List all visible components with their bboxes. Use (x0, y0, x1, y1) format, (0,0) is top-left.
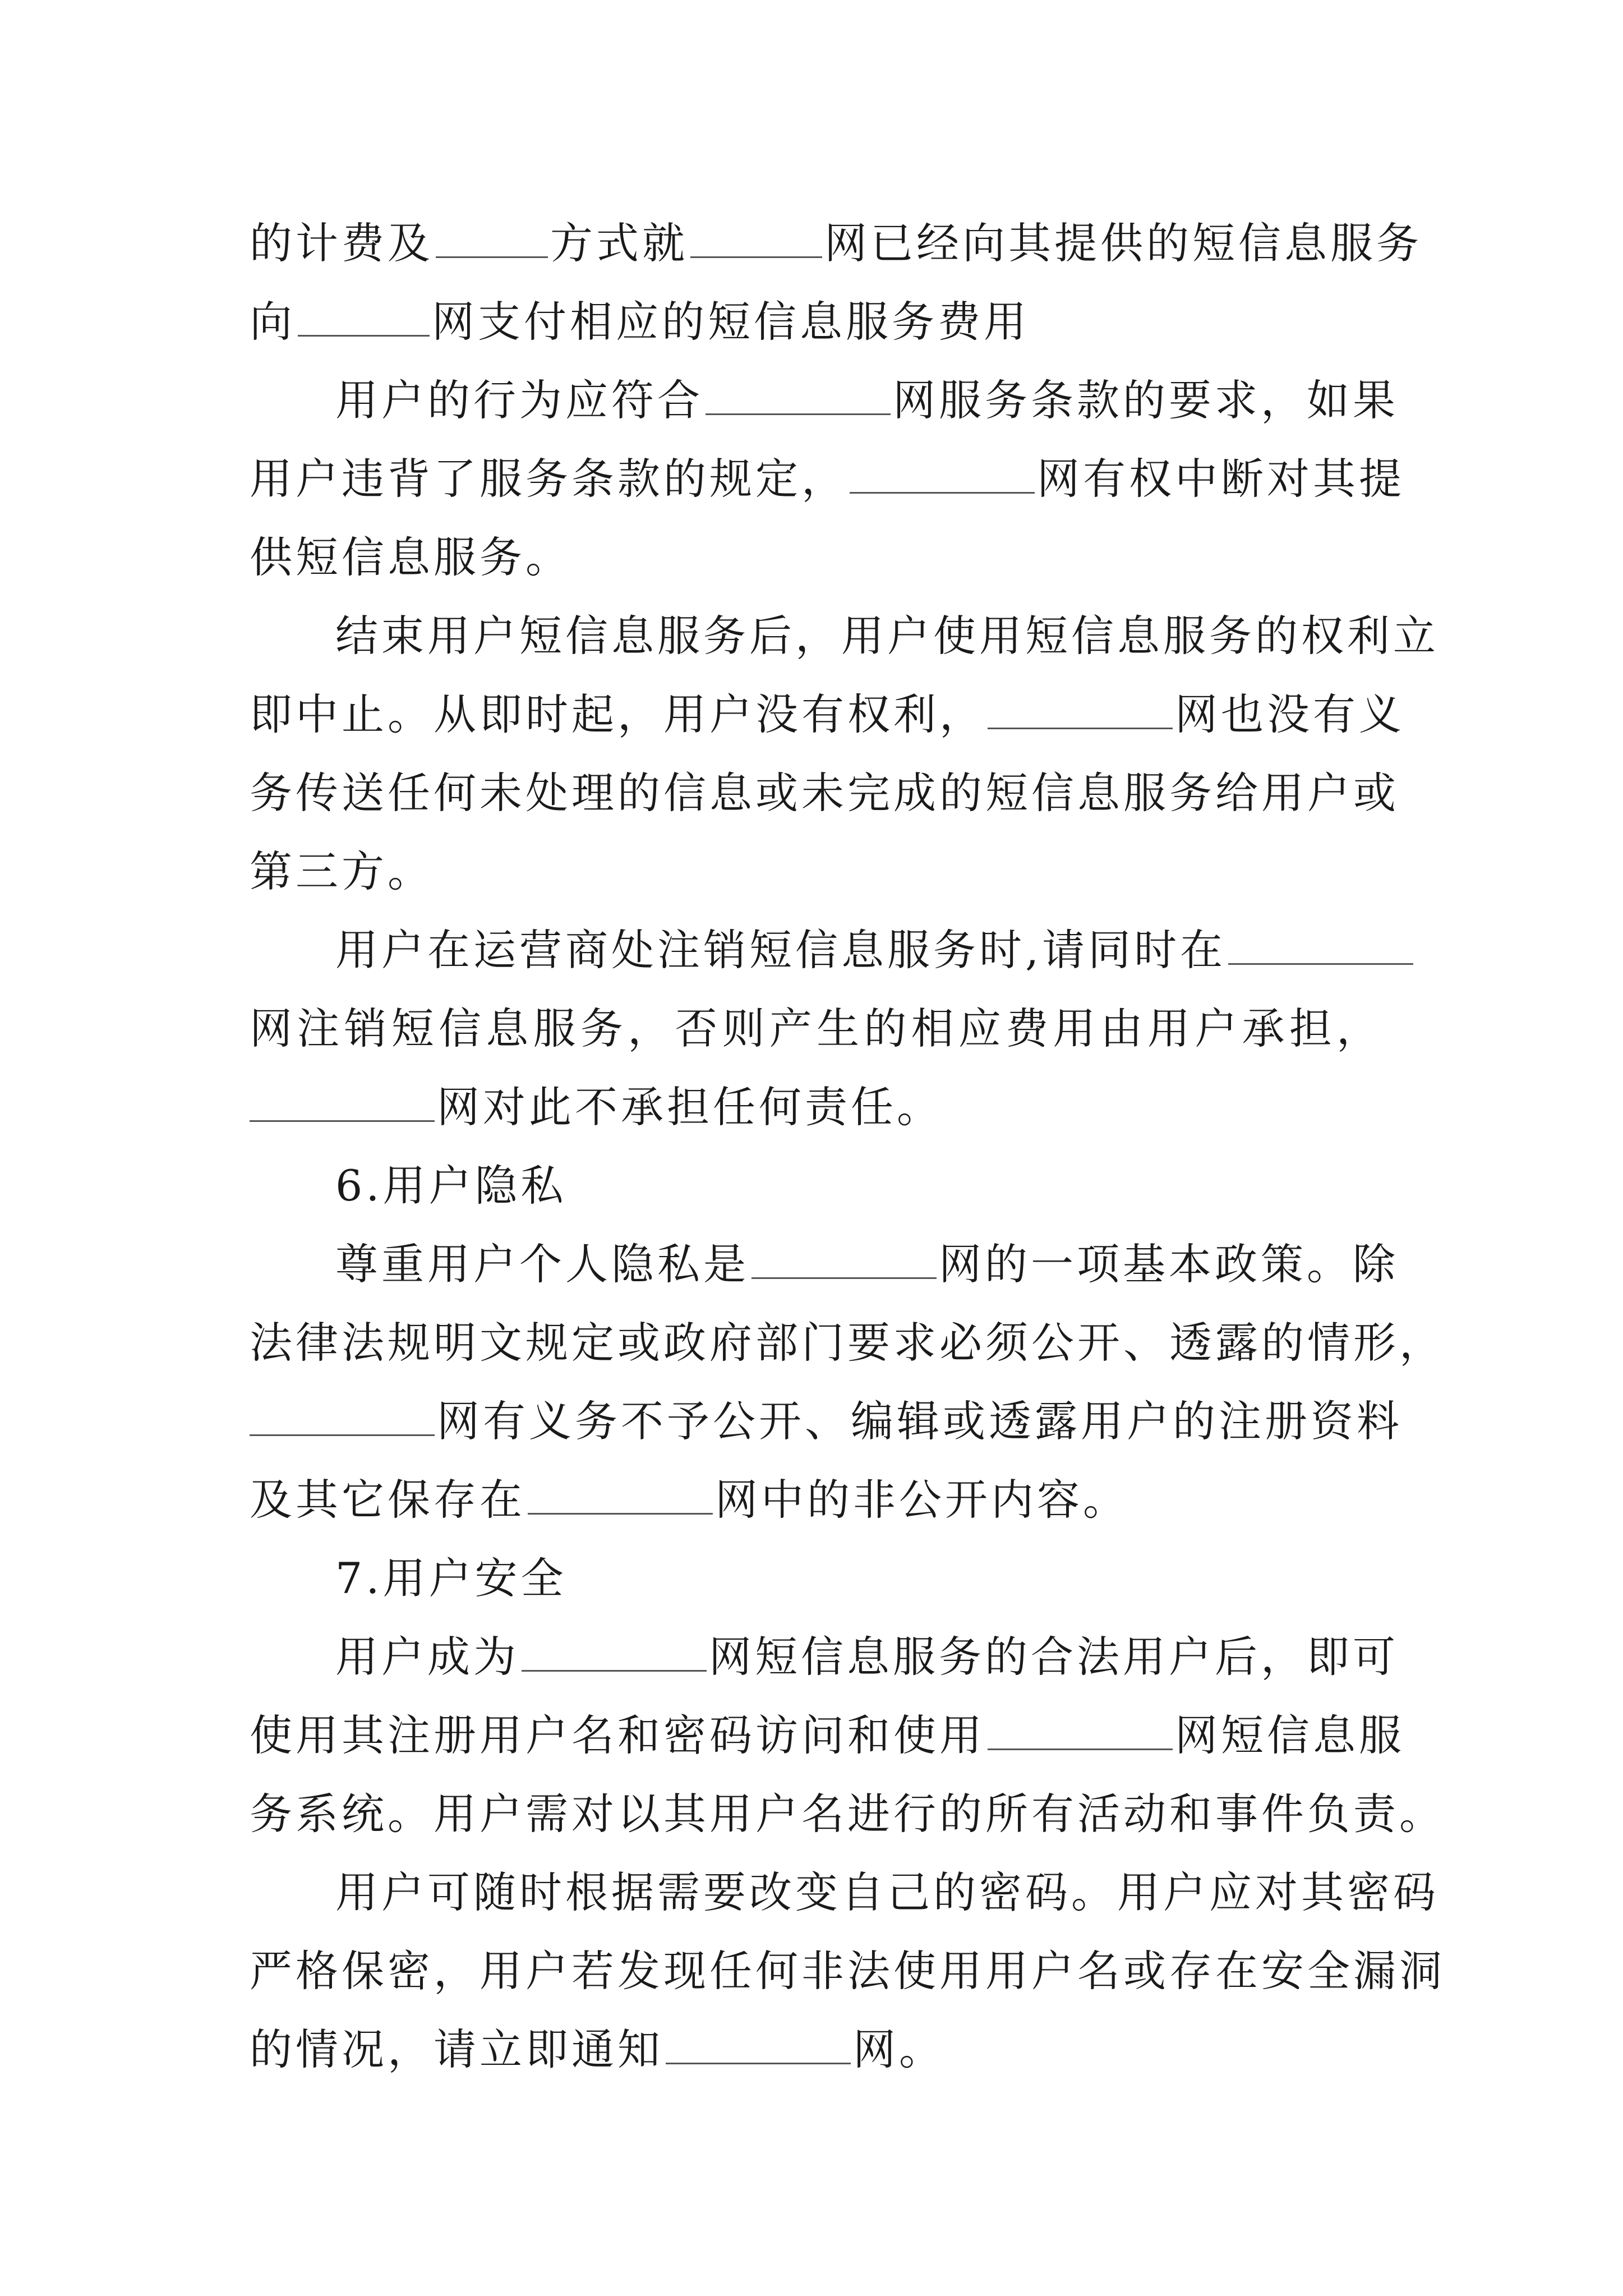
text-segment: 网服务条款的要求，如果 (893, 375, 1399, 425)
text-segment: 网已经向其提供的短信息服务 (824, 218, 1422, 268)
text-segment: 供短信息服务。 (250, 532, 571, 582)
section-heading (335, 1545, 1382, 1612)
fill-in-blank (690, 217, 822, 258)
text-line (250, 838, 1382, 905)
text-segment: 尊重用户个人隐私是 (335, 1239, 749, 1289)
text-segment: 法律法规明文规定或政府部门要求必须公开、透露的情形， (250, 1318, 1445, 1368)
paragraph-first-line (335, 1859, 1439, 1926)
text-line (250, 2016, 1382, 2083)
text-segment: 使用其注册用户名和密码访问和使用 (250, 1710, 985, 1760)
text-segment: 网有义务不予公开、编辑或透露用户的注册资料 (437, 1396, 1403, 1446)
text-segment: 6.用户隐私 (335, 1161, 567, 1211)
text-segment: 用户违背了服务条款的规定， (250, 454, 847, 504)
section-heading (335, 1152, 1382, 1220)
paragraph-first-line (335, 602, 1439, 670)
text-segment: 网注销短信息服务，否则产生的相应费用由用户承担， (250, 1004, 1382, 1053)
text-segment: 结束用户短信息服务后，用户使用短信息服务的权利立 (335, 611, 1439, 661)
text-segment: 务系统。用户需对以其用户名进行的所有活动和事件负责。 (250, 1789, 1445, 1839)
fill-in-blank (250, 1395, 435, 1436)
text-line (250, 760, 1399, 827)
text-segment: 7.用户安全 (335, 1553, 567, 1603)
text-line (250, 681, 1405, 748)
text-line (250, 1780, 1445, 1848)
text-segment: 用户成为 (335, 1632, 519, 1682)
text-segment: 用户可随时根据需要改变自己的密码。用户应对其密码 (335, 1867, 1439, 1917)
text-segment: 网支付相应的短信息服务费用 (432, 297, 1030, 347)
text-segment: 网有权中断对其提 (1037, 454, 1405, 504)
text-segment: 网中的非公开内容。 (715, 1475, 1129, 1525)
fill-in-blank (988, 688, 1173, 729)
text-line (250, 995, 1382, 1062)
text-segment: 网也没有义 (1175, 689, 1405, 739)
paragraph-first-line (335, 367, 1399, 434)
text-line (250, 1702, 1405, 1769)
text-line (250, 1466, 1382, 1534)
fill-in-blank (522, 1631, 707, 1672)
text-segment: 向 (250, 297, 296, 347)
text-segment: 网短信息服务的合法用户后，即可 (709, 1632, 1399, 1682)
fill-in-blank (250, 1081, 435, 1122)
fill-in-blank (850, 453, 1035, 494)
text-segment: 的计费及 (250, 218, 434, 268)
text-segment: 的情况，请立即通知 (250, 2024, 663, 2074)
text-segment: 严格保密，用户若发现任何非法使用用户名或存在安全漏洞 (250, 1946, 1445, 1996)
paragraph-first-line (335, 917, 1382, 984)
text-segment: 及其它保存在 (250, 1475, 525, 1525)
paragraph-first-line (335, 1231, 1399, 1298)
paragraph-first-line (335, 1623, 1399, 1691)
fill-in-blank (751, 1238, 937, 1279)
text-segment: 网短信息服 (1175, 1710, 1405, 1760)
text-line (250, 1074, 1382, 1141)
fill-in-blank (1228, 924, 1413, 965)
text-line (250, 524, 1382, 591)
fill-in-blank (298, 296, 430, 337)
text-segment: 方式就 (550, 218, 688, 268)
text-line (250, 1938, 1445, 2005)
text-segment: 网。 (853, 2024, 945, 2074)
fill-in-blank (528, 1474, 713, 1515)
fill-in-blank (436, 217, 548, 258)
fill-in-blank (666, 2023, 851, 2064)
text-segment: 用户在运营商处注销短信息服务时,请同时在 (335, 925, 1227, 975)
fill-in-blank (706, 374, 891, 415)
text-line (250, 1388, 1403, 1455)
text-segment: 用户的行为应符合 (335, 375, 703, 425)
text-line (250, 210, 1422, 277)
text-line (250, 445, 1405, 513)
text-segment: 即中止。从即时起，用户没有权利， (250, 689, 985, 739)
text-segment: 务传送任何未处理的信息或未完成的短信息服务给用户或 (250, 768, 1399, 818)
text-line (250, 1309, 1445, 1377)
text-segment: 网的一项基本政策。除 (939, 1239, 1399, 1289)
text-segment: 第三方。 (250, 846, 434, 896)
fill-in-blank (988, 1709, 1173, 1750)
text-line (250, 288, 1382, 356)
text-segment: 网对此不承担任何责任。 (437, 1082, 943, 1132)
